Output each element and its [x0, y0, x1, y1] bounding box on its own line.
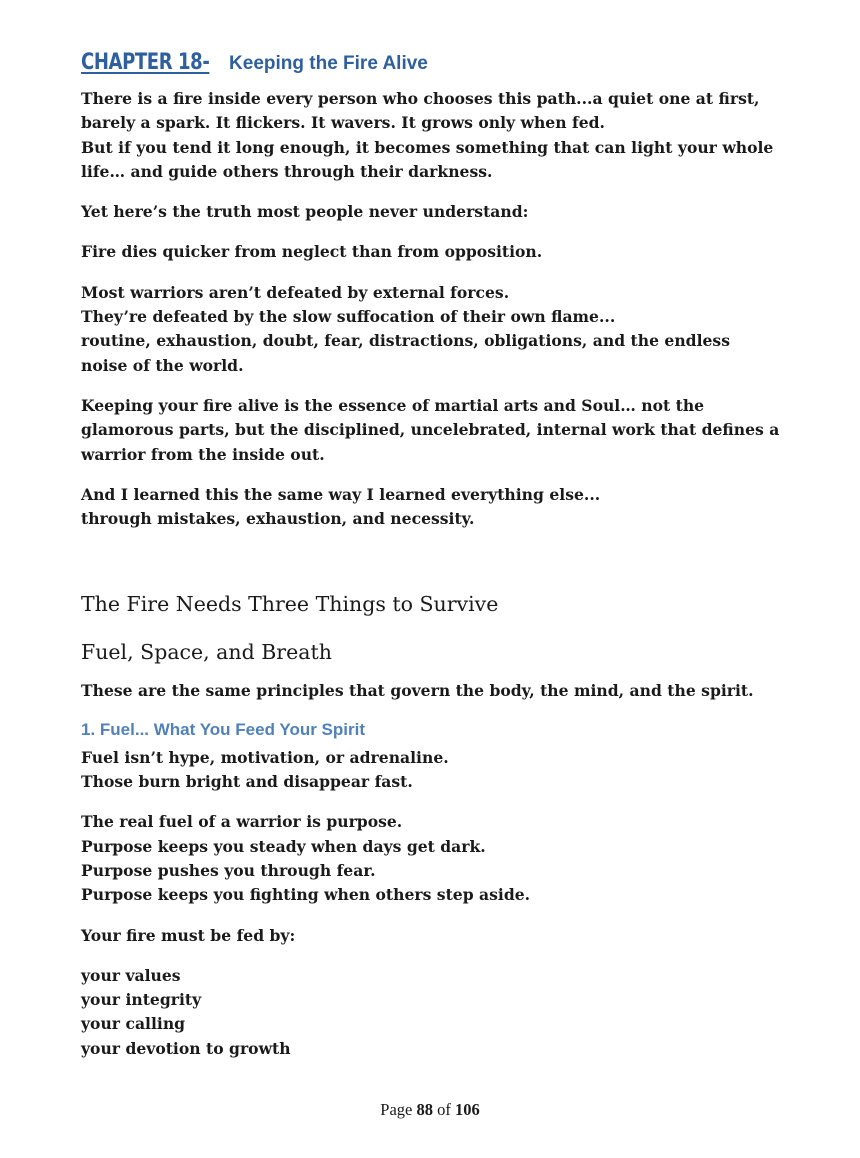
text-line: Yet here’s the truth most people never understand:: [81, 202, 529, 222]
text-line: Purpose keeps you fighting when others step aside.: [81, 885, 531, 905]
intro-paragraph-3: [81, 240, 781, 264]
total-pages: 106: [454, 1100, 480, 1119]
intro-paragraph-4: [81, 281, 781, 378]
text-line: Purpose pushes you through fear.: [81, 860, 376, 880]
section-lead: These are the same principles that govern the body, the mind, and the spirit.: [81, 681, 754, 701]
section-subheading: Fuel, Space, and Breath: [81, 640, 332, 665]
fuel-paragraph-2: [81, 810, 781, 907]
fuel-paragraph-3: Your fire must be fed by:: [81, 925, 296, 945]
chapter-title: Keeping the Fire Alive: [229, 53, 428, 74]
text-line: Keeping your fire alive is the essence of martial arts and Soul… not the glamorous parts, but the disciplined, uncelebrated, internal work that defines a warrior from the inside out.: [81, 395, 780, 464]
text-line: And I learned this the same way I learned everything else...: [81, 484, 601, 504]
intro-paragraph-6: [81, 483, 781, 532]
page-label: Page: [380, 1100, 413, 1119]
text-line: But if you tend it long enough, it becomes something that can light your whole life… and guide others through their darkness.: [81, 137, 774, 181]
current-page: 88: [416, 1100, 433, 1119]
text-line: Those burn bright and disappear fast.: [81, 772, 413, 792]
fuel-paragraph-1: [81, 746, 781, 795]
section-heading: The Fire Needs Three Things to Survive: [81, 592, 499, 617]
text-line: Purpose keeps you steady when days get dark.: [81, 836, 486, 856]
page-footer: [0, 1100, 860, 1120]
list-item: your calling: [81, 1014, 186, 1034]
text-line: Fuel isn’t hype, motivation, or adrenaline.: [81, 747, 449, 767]
text-line: There is a fire inside every person who chooses this path...a quiet one at first, barely a spark. It flickers. It wavers. It grows only when fed.: [81, 89, 760, 133]
list-item: your integrity: [81, 990, 202, 1010]
text-line: Most warriors aren’t defeated by external forces.: [81, 282, 510, 302]
text-line: through mistakes, exhaustion, and necessity.: [81, 509, 475, 529]
intro-paragraph-5: [81, 394, 781, 467]
text-line: Fire dies quicker from neglect than from opposition.: [81, 242, 543, 262]
text-line: They’re defeated by the slow suffocation of their own flame...: [81, 307, 616, 327]
intro-paragraph-2: [81, 200, 781, 224]
spacer: [81, 547, 781, 591]
list-item: your devotion to growth: [81, 1038, 291, 1058]
intro-paragraph-1: [81, 87, 781, 184]
fuel-list: [81, 964, 781, 1061]
text-line: routine, exhaustion, doubt, fear, distractions, obligations, and the endless noise of the world.: [81, 331, 730, 375]
text-line: The real fuel of a warrior is purpose.: [81, 812, 403, 832]
page-of-label: of: [437, 1100, 451, 1119]
chapter-heading: [81, 48, 781, 79]
page-content: [81, 48, 781, 1077]
fuel-heading: 1. Fuel... What You Feed Your Spirit: [81, 719, 365, 739]
list-item: your values: [81, 965, 181, 985]
chapter-number: CHAPTER 18-: [81, 50, 210, 75]
